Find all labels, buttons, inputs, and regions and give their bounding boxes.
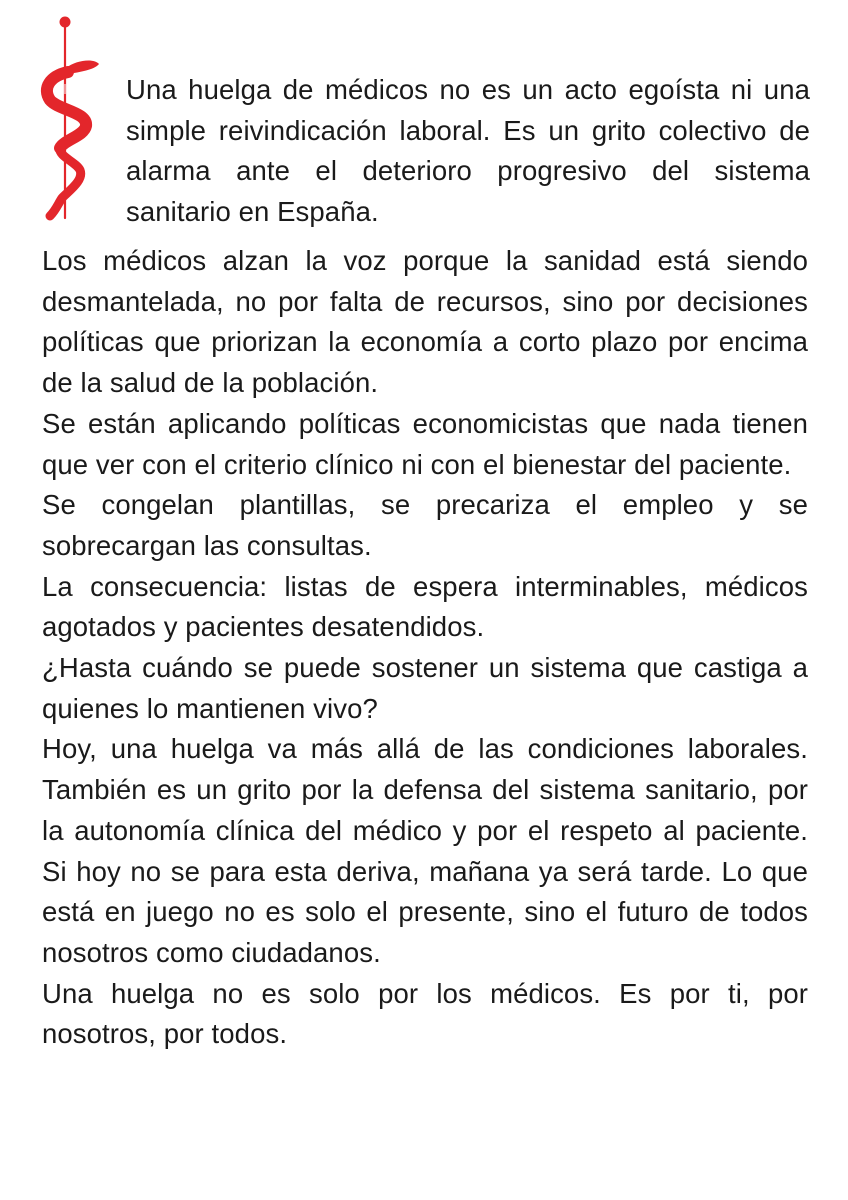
paragraph: Los médicos alzan la voz porque la sanidad está siendo desmantelada, no por falta de recursos, sino por decisiones políticas que priorizan la economía a corto plazo por encima de la salud de la población. bbox=[42, 245, 808, 399]
intro-paragraph: Una huelga de médicos no es un acto egoísta ni una simple reivindicación laboral. Es un grito colectivo de alarma ante el deterioro progresivo del sistema sanitario en España. bbox=[126, 74, 810, 228]
paragraph: Se congelan plantillas, se precariza el empleo y se sobrecargan las consultas. bbox=[42, 489, 808, 561]
paragraph: Hoy, una huelga va más allá de las condiciones laborales. También es un grito por la defensa del sistema sanitario, por la autonomía clínica del médico y por el respeto al paciente. Si hoy no se para esta deriva, mañana ya será tarde. Lo que está en juego no es solo el presente, sino el futuro de todos nosotros como ciudadanos. bbox=[42, 733, 808, 968]
paragraph: La consecuencia: listas de espera interminables, médicos agotados y pacientes desatendidos. bbox=[42, 570, 808, 643]
rod-of-asclepius-icon bbox=[36, 14, 102, 222]
paragraph: ¿Hasta cuándo se puede sostener un sistema que castiga a quienes lo mantienen vivo? bbox=[42, 652, 808, 724]
body-text bbox=[42, 241, 808, 1055]
paragraph: Una huelga no es solo por los médicos. Es por ti, por nosotros, por todos. bbox=[42, 977, 808, 1050]
paragraph: Se están aplicando políticas economicistas que nada tienen que ver con el criterio clínico ni con el bienestar del paciente. bbox=[42, 407, 808, 480]
